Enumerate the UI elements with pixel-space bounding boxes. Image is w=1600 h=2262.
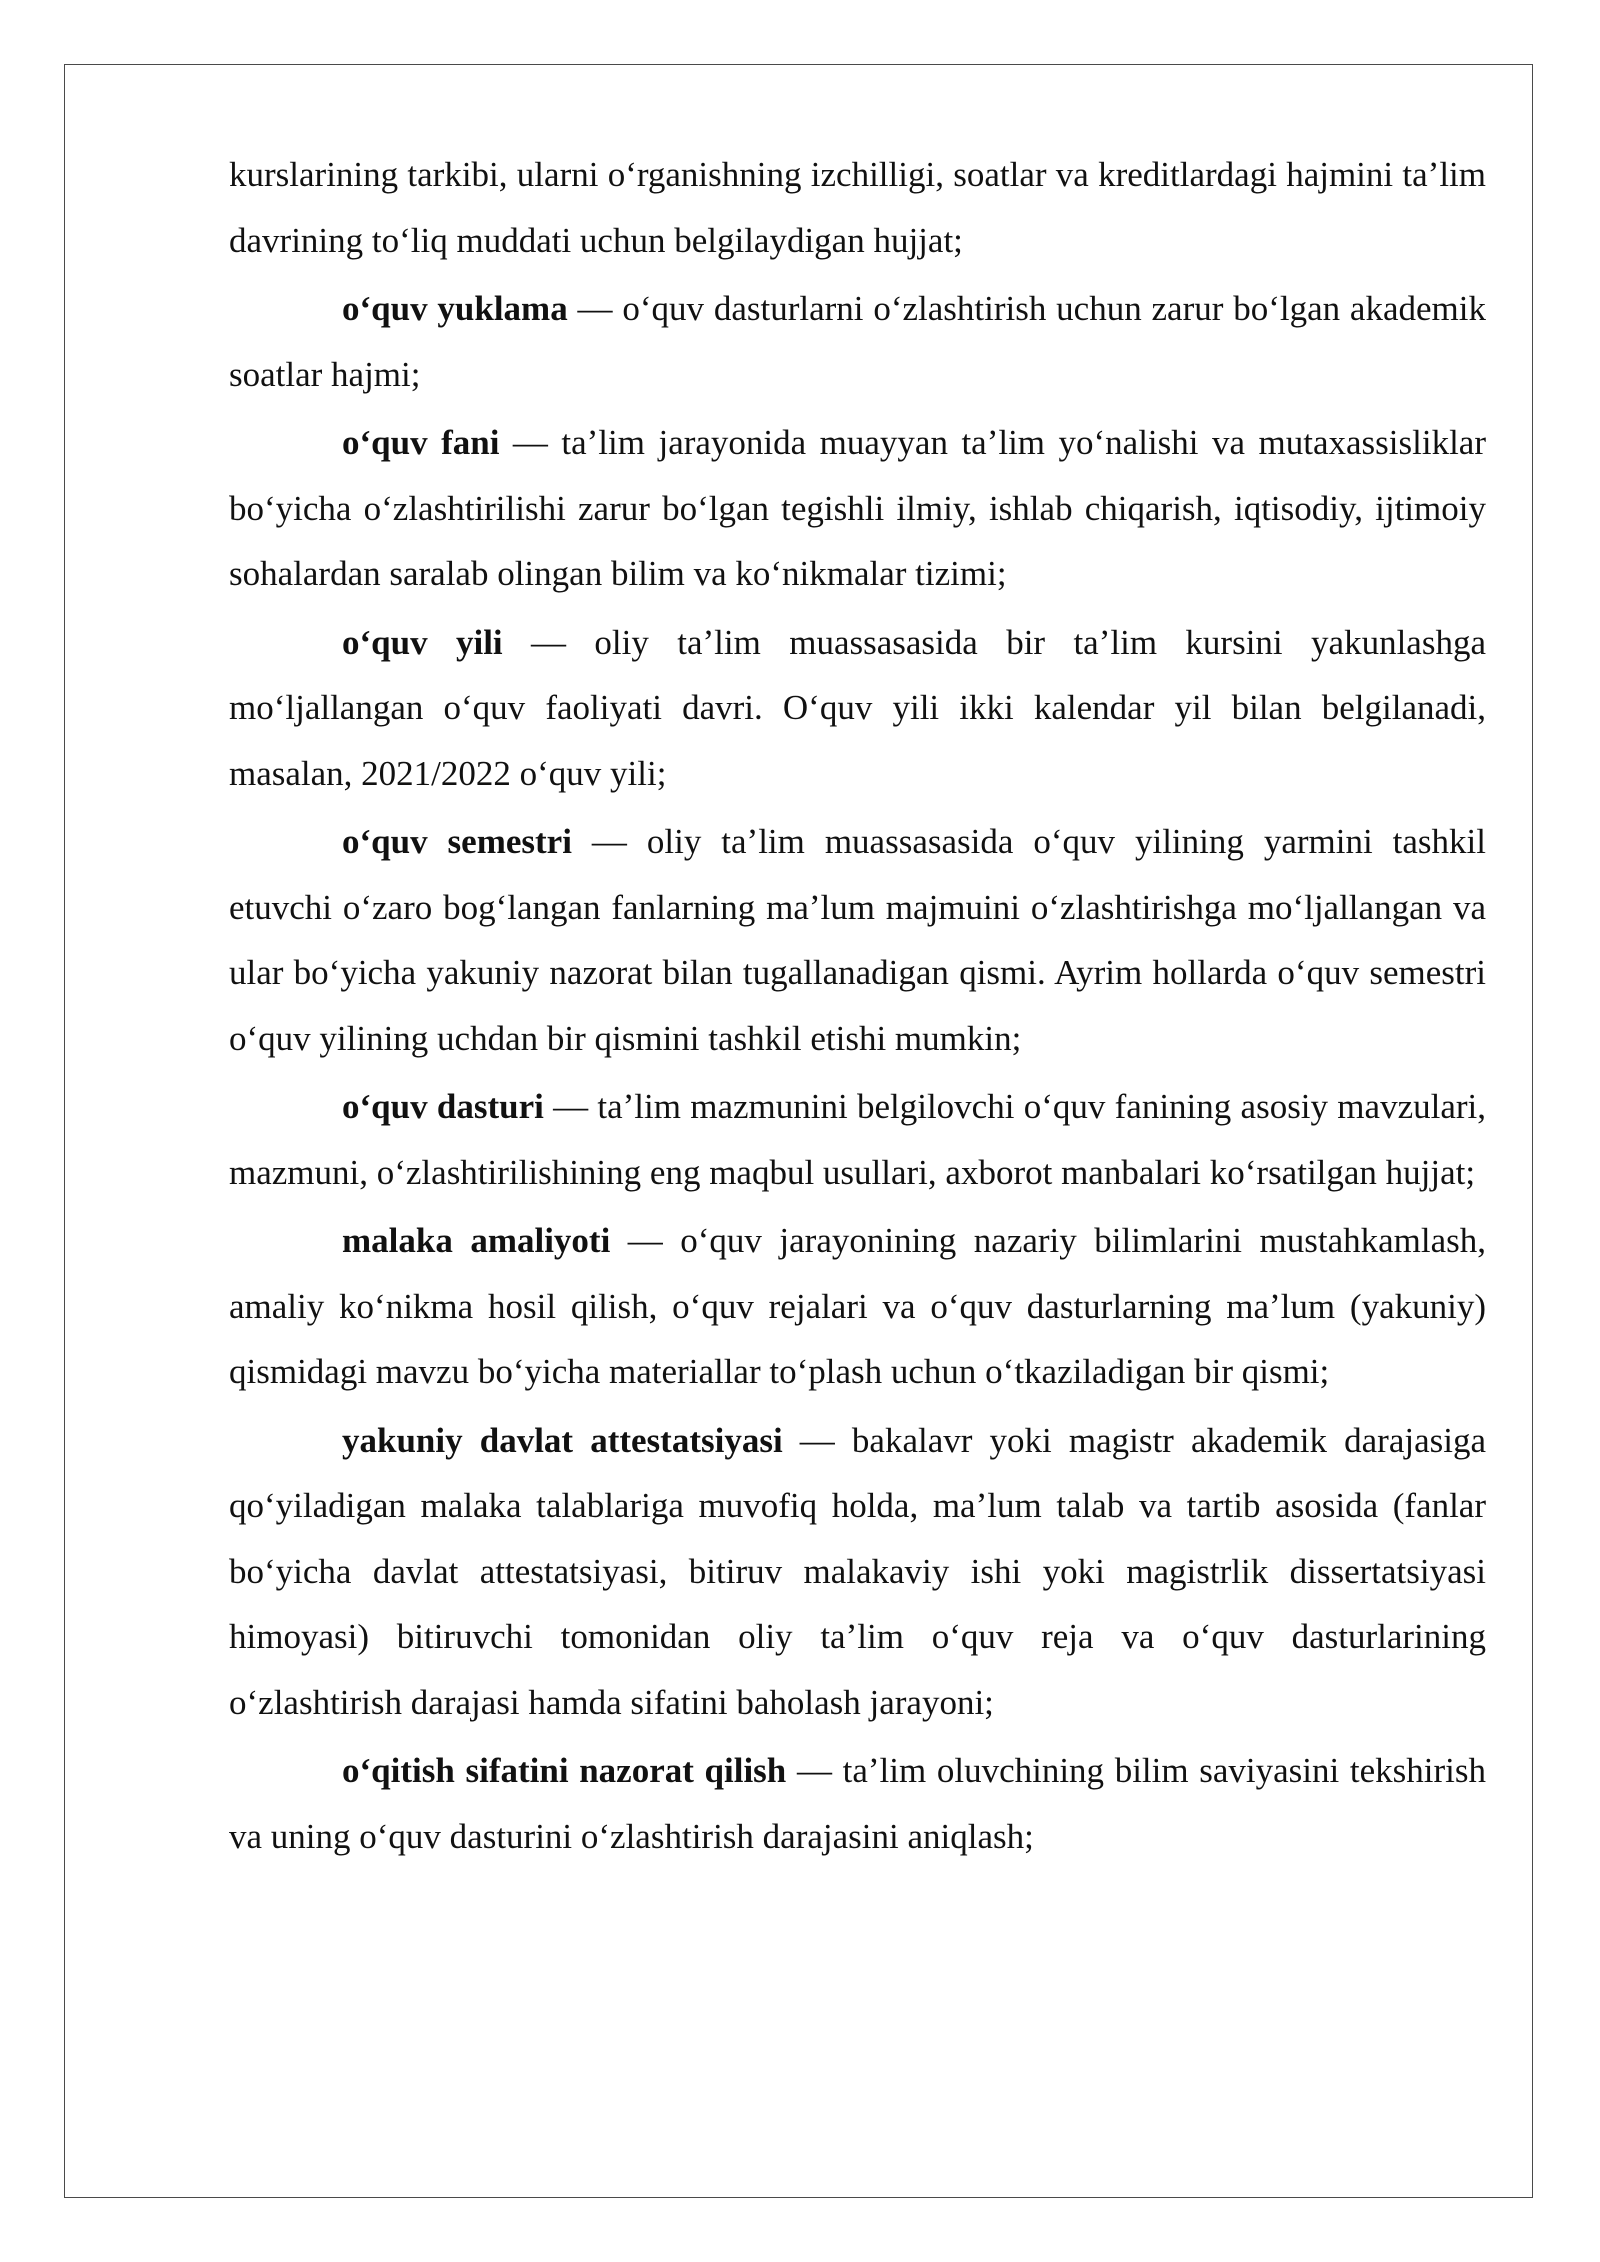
definition-term: malaka amaliyoti <box>342 1221 611 1260</box>
definition-text: — taʼlim mazmunini belgilovchi oʻquv fanining asosiy mavzulari, mazmuni, oʻzlashtirilishining eng maqbul usullari, axborot manbalari koʻrsatilgan hujjat; <box>229 1087 1486 1192</box>
definition-oquv-fani <box>229 410 1486 607</box>
definition-term: yakuniy davlat attestatsiyasi <box>342 1420 783 1460</box>
paragraph-continuation <box>229 142 1486 273</box>
definition-term: oʻquv yili <box>342 622 503 662</box>
definition-text: — oʻquv jarayonining nazariy bilimlarini mustahkamlash, amaliy koʻnikma hosil qilish, oʻquv rejalari va oʻquv dasturlarning maʼlum (yakuniy) qismidagi mavzu boʻyicha materiallar toʻplash uchun oʻtkaziladigan bir qismi; <box>229 1221 1486 1391</box>
definition-term: oʻqitish sifatini nazorat qilish <box>342 1751 787 1790</box>
definition-term: oʻquv yuklama <box>342 289 568 328</box>
definition-yakuniy-davlat-attestatsiyasi <box>229 1408 1486 1736</box>
definition-term: oʻquv semestri <box>342 822 572 861</box>
definition-malaka-amaliyoti <box>229 1208 1486 1405</box>
definition-oquv-dasturi <box>229 1074 1486 1205</box>
definition-text: — taʼlim oluvchining bilim saviyasini tekshirish va uning oʻquv dasturini oʻzlashtirish darajasini aniqlash; <box>229 1751 1487 1856</box>
definition-text: — oliy taʼlim muassasasida oʻquv yilining yarmini tashkil etuvchi oʻzaro bogʻlangan fanlarning maʼlum majmuini oʻzlashtirishga moʻljallangan va ular boʻyicha yakuniy nazorat bilan tugallanadigan qismi. Ayrim hollarda oʻquv semestri oʻquv yilining uchdan bir qismini tashkil etishi mumkin; <box>229 822 1486 1058</box>
definition-oqitish-sifatini-nazorat-qilish <box>229 1738 1486 1869</box>
definition-term: oʻquv fani <box>342 423 500 462</box>
definition-text: — taʼlim jarayonida muayyan taʼlim yoʻnalishi va mutaxassisliklar boʻyicha oʻzlashtirilishi zarur boʻlgan tegishli ilmiy, ishlab chiqarish, iqtisodiy, ijtimoiy sohalardan saralab olingan bilim va koʻnikmalar tizimi; <box>229 423 1486 593</box>
definition-oquv-yili <box>229 610 1486 807</box>
definition-text: — bakalavr yoki magistr akademik darajasiga qoʻyiladigan malaka talablariga muvofiq holda, maʼlum talab va tartib asosida (fanlar boʻyicha davlat attestatsiyasi, bitiruv malakaviy ishi yoki magistrlik dissertatsiyasi himoyasi) bitiruvchi tomonidan oliy taʼlim oʻquv reja va oʻquv dasturlarining oʻzlashtirish darajasi hamda sifatini baholash jarayoni; <box>229 1420 1486 1722</box>
document-body <box>229 142 1486 1872</box>
definition-oquv-yuklama <box>229 276 1486 407</box>
definition-text: — oʻquv dasturlarni oʻzlashtirish uchun zarur boʻlgan akademik soatlar hajmi; <box>229 289 1486 394</box>
definition-oquv-semestri <box>229 809 1486 1071</box>
definition-term: oʻquv dasturi <box>342 1087 544 1126</box>
paragraph-text: kurslarining tarkibi, ularni oʻrganishning izchilligi, soatlar va kreditlardagi hajmini taʼlim davrining toʻliq muddati uchun belgilaydigan hujjat; <box>229 155 1486 260</box>
definition-text: — oliy taʼlim muassasasida bir taʼlim kursini yakunlashga moʻljallangan oʻquv faoliyati davri. Oʻquv yili ikki kalendar yil bilan belgilanadi, masalan, 2021/2022 oʻquv yili; <box>229 622 1486 793</box>
